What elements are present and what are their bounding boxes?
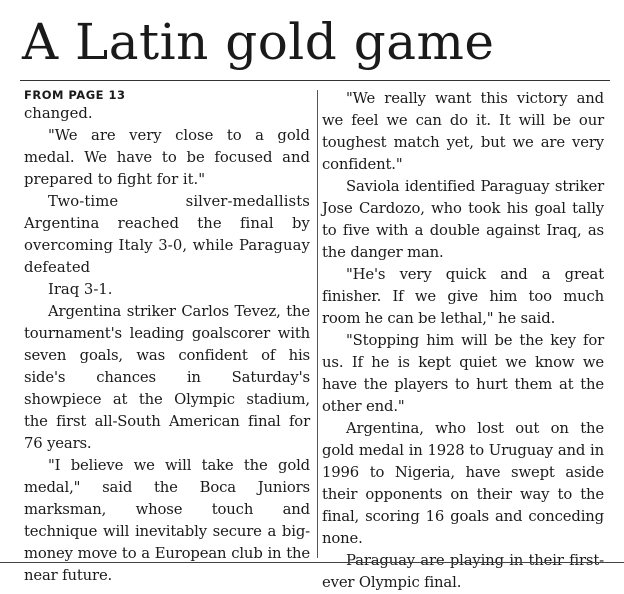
- paragraph: "Stopping him will be the key for us. If he is kept quiet we know we have the players to hurt them at the other end.": [322, 332, 604, 415]
- right-column-body: [322, 88, 604, 594]
- headline-rule: [20, 80, 610, 81]
- article-column-right: [322, 88, 604, 594]
- paragraph: "We really want this victory and we feel we can do it. It will be our toughest match yet, but we are very confident.": [322, 90, 604, 173]
- column-divider: [317, 90, 318, 558]
- paragraph: changed.: [24, 105, 93, 122]
- paragraph: Paraguay are playing in their first-ever Olympic final.: [322, 552, 604, 591]
- left-column-body: [24, 103, 310, 587]
- paragraph: Two-time silver-medallists Argentina reached the final by overcoming Italy 3-0, while Paraguay defeated: [24, 193, 310, 276]
- continued-from-label: FROM PAGE 13: [24, 88, 126, 102]
- paragraph: "We are very close to a gold medal. We have to be focused and prepared to fight for it.": [24, 127, 310, 188]
- article-column-left: [24, 88, 310, 587]
- paragraph: "I believe we will take the gold medal," said the Boca Juniors marksman, whose touch and technique will inevitably secure a big-money move to a European club in the near future.: [24, 457, 310, 584]
- paragraph: Argentina, who lost out on the gold medal in 1928 to Uruguay and in 1996 to Nigeria, have swept aside their opponents on their way to the final, scoring 16 goals and conceding none.: [322, 420, 604, 547]
- paragraph: Iraq 3-1.: [48, 281, 113, 298]
- bottom-rule: [0, 562, 624, 563]
- paragraph: Argentina striker Carlos Tevez, the tournament's leading goalscorer with seven goals, was confident of his side's chances in Saturday's showpiece at the Olympic stadium, the first all-South American final for 76 years.: [24, 303, 310, 452]
- paragraph: "He's very quick and a great finisher. If we give him too much room he can be lethal," he said.: [322, 266, 604, 327]
- paragraph: Saviola identified Paraguay striker Jose Cardozo, who took his goal tally to five with a double against Iraq, as the danger man.: [322, 178, 604, 261]
- headline: A Latin gold game: [22, 13, 495, 71]
